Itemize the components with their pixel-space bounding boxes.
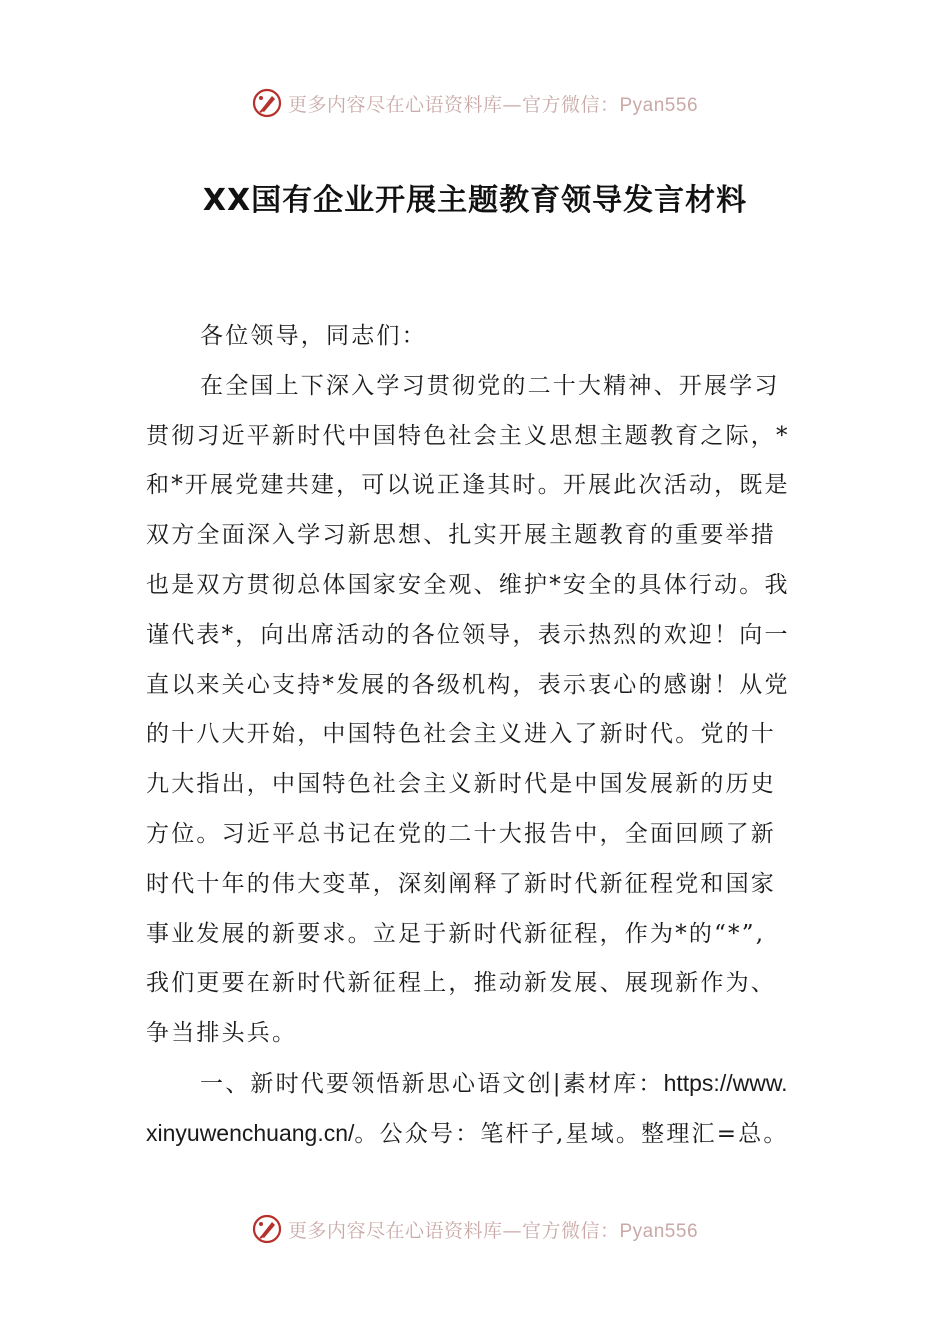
site-url-part: xinyuwenchuang.cn/ [146,1119,355,1146]
paragraph-line: 的十八大开始，中国特色社会主义进入了新时代。党的十 [146,721,776,748]
site-url-part: https://www. [663,1069,788,1096]
paragraph-line: 事业发展的新要求。立足于新时代新征程，作为*的“*”, [146,920,766,947]
paragraph-line: 和*开展党建共建，可以说正逢其时。开展此次活动，既是 [146,472,790,499]
document-title: XX国有企业开展主题教育领导发言材料 [202,183,748,218]
paragraph-line: 方位。习近平总书记在党的二十大报告中，全面回顾了新 [146,820,776,847]
banner-text: 更多内容尽在心语资料库—官方微信：Pyan556 [287,1219,699,1242]
salutation: 各位领导，同志们： [200,323,427,349]
paragraph-line: 时代十年的伟大变革，深刻阐释了新时代新征程党和国家 [146,870,776,897]
section-heading-line: xinyuwenchuang.cn/。公众号：笔杆子,星域。整理汇=总。 [146,1119,789,1147]
wechat-handle: Pyan556 [619,1220,699,1242]
wechat-handle: Pyan556 [619,94,699,116]
banner-text: 更多内容尽在心语资料库—官方微信：Pyan556 [287,93,699,116]
paragraph-line: 九大指出，中国特色社会主义新时代是中国发展新的历史 [146,771,776,798]
document-body [146,312,810,1159]
paragraph-line: 直以来关心支持*发展的各级机构，表示衷心的感谢！从党 [146,671,790,698]
paragraph-line: 争当排头兵。 [146,1020,298,1047]
paragraph-line: 在全国上下深入学习贯彻党的二十大精神、开展学习 [200,372,780,399]
quill-pen-logo-icon [252,1214,282,1244]
paragraph-line: 谨代表*，向出席活动的各位领导，表示热烈的欢迎！向一 [146,621,790,648]
paragraph-line: 贯彻习近平新时代中国特色社会主义思想主题教育之际，* [146,422,790,449]
footer-banner [0,1209,950,1249]
header-banner [0,83,950,123]
quill-pen-logo-icon [252,88,282,118]
paragraph-line: 双方全面深入学习新思想、扎实开展主题教育的重要举措 [146,522,776,549]
section-heading-line: 一、新时代要领悟新思心语文创|素材库：https://www. [200,1069,788,1097]
paragraph-line: 也是双方贯彻总体国家安全观、维护*安全的具体行动。我 [146,571,790,598]
paragraph-line: 我们更要在新时代新征程上，推动新发展、展现新作为、 [146,970,776,997]
